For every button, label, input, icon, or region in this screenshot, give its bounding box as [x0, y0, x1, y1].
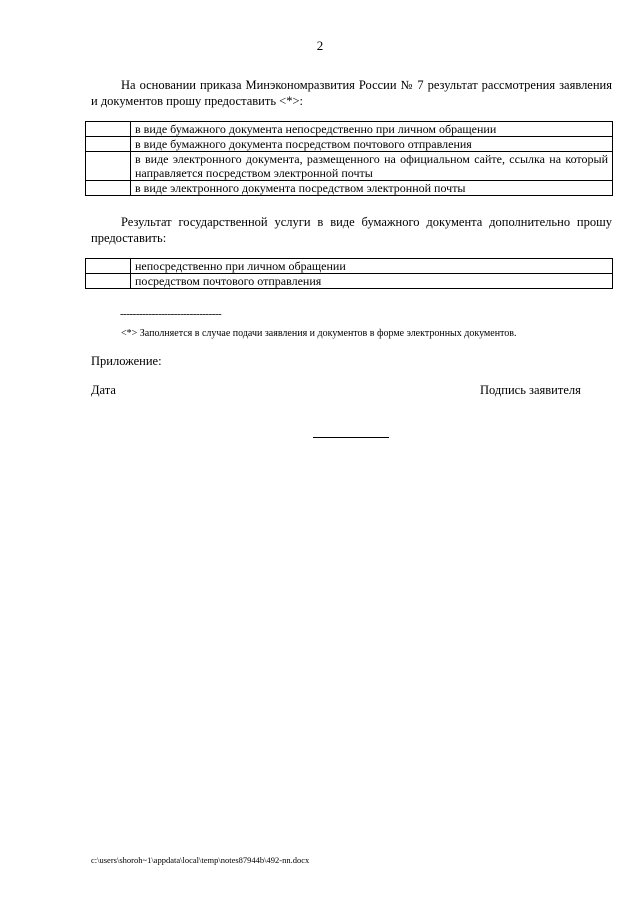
table-row [86, 137, 613, 152]
additional-options-table [85, 258, 613, 289]
checkbox-cell[interactable] [86, 152, 131, 181]
table-row [86, 259, 613, 274]
checkbox-cell[interactable] [86, 137, 131, 152]
option-label: посредством почтового отправления [131, 274, 613, 289]
checkbox-cell[interactable] [86, 181, 131, 196]
checkbox-cell[interactable] [86, 122, 131, 137]
table-row [86, 181, 613, 196]
date-label: Дата [91, 383, 116, 397]
annex-label: Приложение: [91, 354, 162, 368]
footnote-separator: -------------------------------- [120, 308, 222, 320]
option-label: в виде бумажного документа посредством почтового отправления [131, 137, 613, 152]
checkbox-cell[interactable] [86, 274, 131, 289]
option-label: непосредственно при личном обращении [131, 259, 613, 274]
file-path: c:\users\shoroh~1\appdata\local\temp\notes87944b\492-nn.docx [91, 855, 310, 865]
table-row [86, 122, 613, 137]
delivery-request-paragraph: На основании приказа Минэкономразвития России № 7 результат рассмотрения заявления и документов прошу предоставить <*>: [91, 78, 612, 108]
end-line [313, 437, 389, 438]
footnote: <*> Заполняется в случае подачи заявления и документов в форме электронных документов. [121, 328, 517, 339]
page-number: 2 [316, 38, 324, 53]
delivery-options-table [85, 121, 613, 196]
signature-label: Подпись заявителя [480, 383, 581, 397]
table-row [86, 274, 613, 289]
checkbox-cell[interactable] [86, 259, 131, 274]
option-label: в виде электронного документа, размещенного на официальном сайте, ссылка на который направляется посредством электронной почты [131, 152, 613, 181]
option-label: в виде бумажного документа непосредственно при личном обращении [131, 122, 613, 137]
option-label: в виде электронного документа посредством электронной почты [131, 181, 613, 196]
table-row [86, 152, 613, 181]
additional-request-paragraph: Результат государственной услуги в виде бумажного документа дополнительно прошу предоставить: [91, 215, 612, 245]
